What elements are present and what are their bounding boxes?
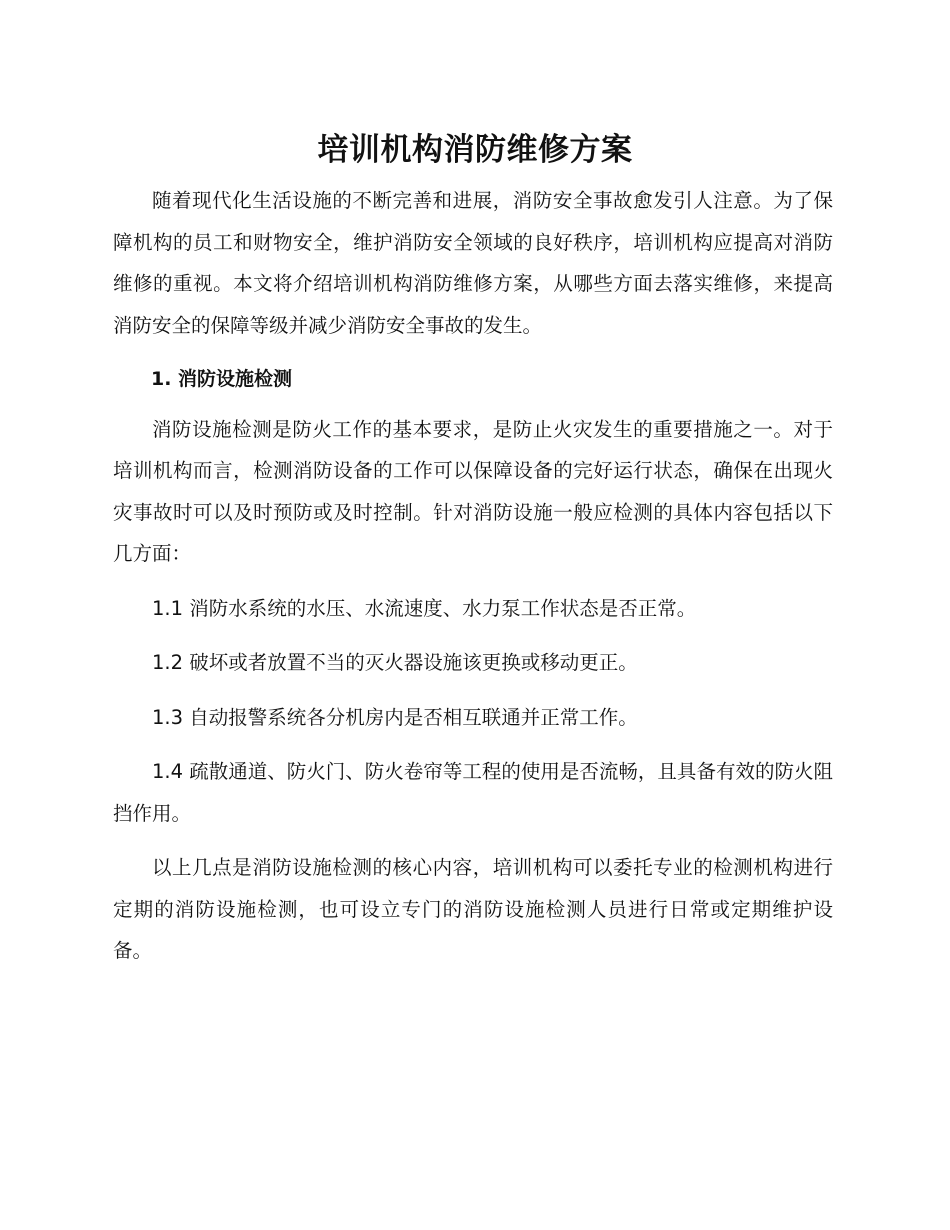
intro-paragraph: 随着现代化生活设施的不断完善和进展，消防安全事故愈发引人注意。为了保障机构的员工和财物安全，维护消防安全领域的良好秩序，培训机构应提高对消防维修的重视。本文将介绍培训机构消防维修方案，从哪些方面去落实维修，来提高消防安全的保障等级并减少消防安全事故的发生。 bbox=[113, 189, 833, 337]
conclusion-paragraph: 以上几点是消防设施检测的核心内容，培训机构可以委托专业的检测机构进行定期的消防设施检测，也可设立专门的消防设施检测人员进行日常或定期维护设备。 bbox=[113, 856, 833, 962]
section-heading: 1. 消防设施检测 bbox=[151, 368, 293, 390]
document-body bbox=[113, 180, 833, 985]
list-item: 1.3 自动报警系统各分机房内是否相互联通并正常工作。 bbox=[152, 705, 638, 729]
section-paragraph: 消防设施检测是防火工作的基本要求，是防止火灾发生的重要措施之一。对于培训机构而言，检测消防设备的工作可以保障设备的完好运行状态，确保在出现火灾事故时可以及时预防或及时控制。针对消防设施一般应检测的具体内容包括以下几方面： bbox=[113, 417, 833, 565]
list-item: 1.1 消防水系统的水压、水流速度、水力泵工作状态是否正常。 bbox=[152, 596, 697, 620]
document-title: 培训机构消防维修方案 bbox=[317, 132, 633, 168]
list-item: 1.2 破坏或者放置不当的灭火器设施该更换或移动更正。 bbox=[152, 651, 638, 674]
list-item: 1.4 疏散通道、防火门、防火卷帘等工程的使用是否流畅，且具备有效的防火阻挡作用。 bbox=[113, 760, 833, 825]
